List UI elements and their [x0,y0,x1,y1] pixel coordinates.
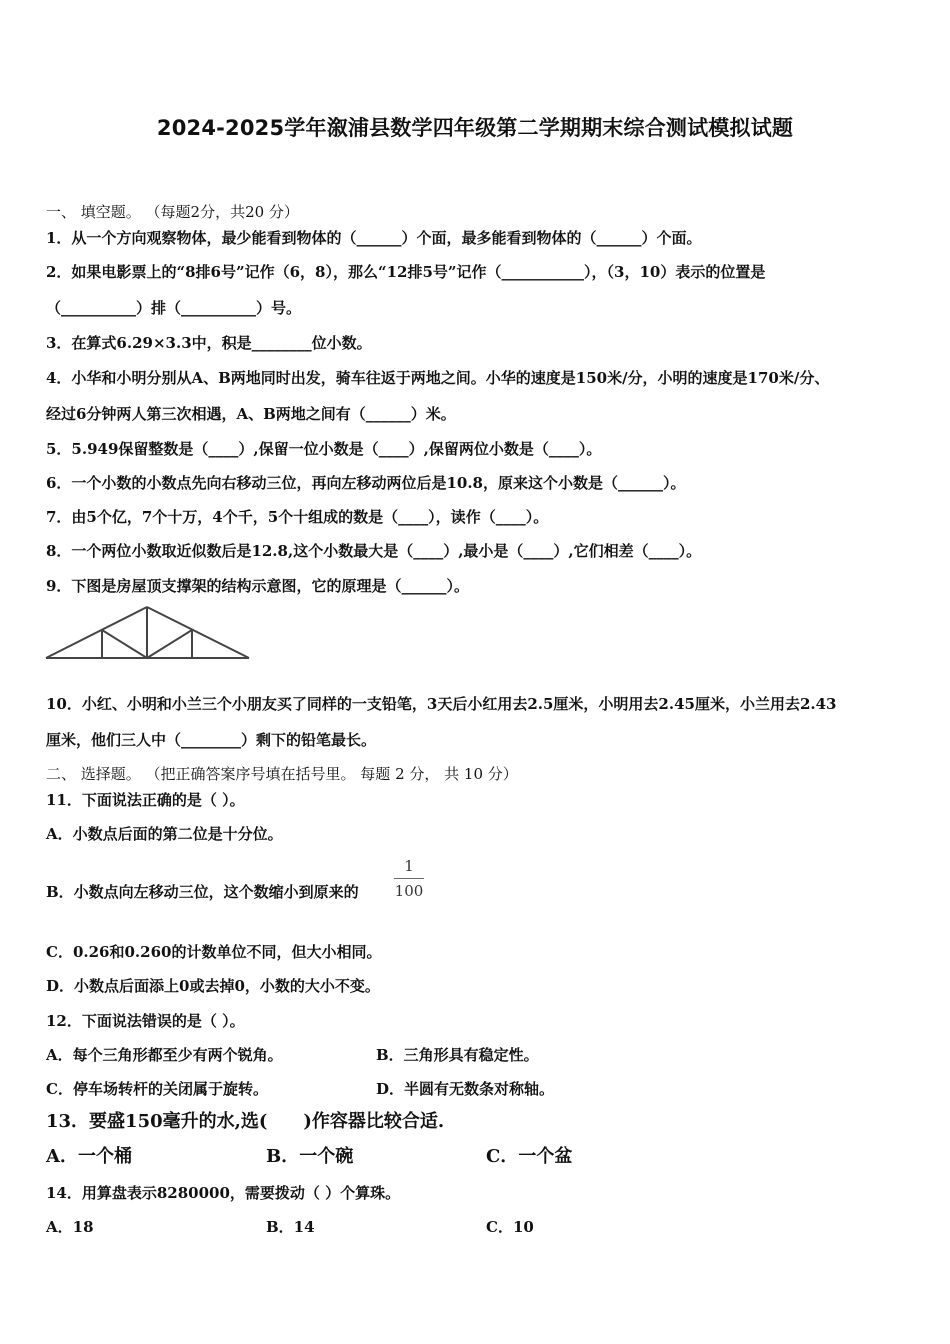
question-12-option-a: A．每个三角形都至少有两个锐角。 [46,1046,283,1064]
truss-left-brace [102,630,147,658]
question-14: 14．用算盘表示8280000，需要拨动（ ）个算珠。 [46,1184,401,1202]
page-title: 2024-2025学年溆浦县数学四年级第二学期期末综合测试模拟试题 [156,116,794,140]
question-5: 5．5.949保留整数是（____）,保留一位小数是（____）,保留两位小数是（____）。 [46,440,602,458]
question-9: 9．下图是房屋顶支撑架的结构示意图，它的原理是（______）。 [46,577,469,595]
question-2-line-2: （__________）排（__________）号。 [46,299,302,317]
question-14-option-a: A．18 [46,1218,94,1236]
question-6: 6．一个小数的小数点先向右移动三位，再向左移动两位后是10.8，原来这个小数是（______）。 [46,474,686,492]
fraction-bar [394,878,424,879]
question-12-option-c: C．停车场转杆的关闭属于旋转。 [46,1080,268,1098]
fraction-one-hundredth [394,856,424,901]
question-11-option-b: B．小数点向左移动三位，这个数缩小到原来的 [46,883,359,901]
truss-right-rafter [147,607,249,658]
section-1-heading: 一、 填空题。 （每题2分，共20 分） [46,203,299,221]
question-13-option-c: C．一个盆 [486,1146,573,1167]
question-11-option-d: D．小数点后面添上0或去掉0，小数的大小不变。 [46,977,380,995]
question-13-option-b: B．一个碗 [266,1146,354,1167]
roof-truss-diagram [44,604,254,664]
question-11-option-a: A．小数点后面的第二位是十分位。 [46,825,283,843]
fraction-numerator: 1 [404,857,414,875]
question-11: 11．下面说法正确的是（ ）。 [46,791,245,809]
question-13: 13．要盛150毫升的水,选( )作容器比较合适. [46,1111,445,1132]
question-12-option-b: B．三角形具有稳定性。 [376,1046,539,1064]
question-4-line-1: 4．小华和小明分别从A、B两地同时出发，骑车往返于两地之间。小华的速度是150米/分，小明的速度是170米/分、 [46,369,830,387]
question-1: 1．从一个方向观察物体，最少能看到物体的（______）个面，最多能看到物体的（______）个面。 [46,229,702,247]
question-8: 8．一个两位小数取近似数后是12.8,这个小数最大是（____）,最小是（____）,它们相差（____）。 [46,542,702,560]
question-2-line-1: 2．如果电影票上的“8排6号”记作（6，8），那么“12排5号”记作（___________），（3，10）表示的位置是 [46,263,766,281]
question-12: 12．下面说法错误的是（ ）。 [46,1012,245,1030]
question-3: 3．在算式6.29×3.3中，积是________位小数。 [46,334,372,352]
section-2-heading: 二、 选择题。 （把正确答案序号填在括号里。 每题 2 分， 共 10 分） [46,765,518,783]
question-14-option-c: C．10 [486,1218,534,1236]
question-7: 7．由5个亿，7个十万，4个千，5个十组成的数是（____），读作（____）。 [46,508,549,526]
truss-left-rafter [46,607,147,658]
truss-right-brace [147,630,192,658]
question-10-line-1: 10．小红、小明和小兰三个小朋友买了同样的一支铅笔，3天后小红用去2.5厘米，小明用去2.45厘米，小兰用去2.43 [46,695,837,713]
question-13-option-a: A．一个桶 [46,1146,132,1167]
fraction-denominator: 100 [394,882,424,900]
question-12-option-d: D．半圆有无数条对称轴。 [376,1080,555,1098]
question-14-option-b: B．14 [266,1218,315,1236]
question-10-line-2: 厘米，他们三人中（________）剩下的铅笔最长。 [46,731,377,749]
question-11-option-c: C．0.26和0.260的计数单位不同，但大小相同。 [46,943,382,961]
question-4-line-2: 经过6分钟两人第三次相遇，A、B两地之间有（______）米。 [46,405,456,423]
